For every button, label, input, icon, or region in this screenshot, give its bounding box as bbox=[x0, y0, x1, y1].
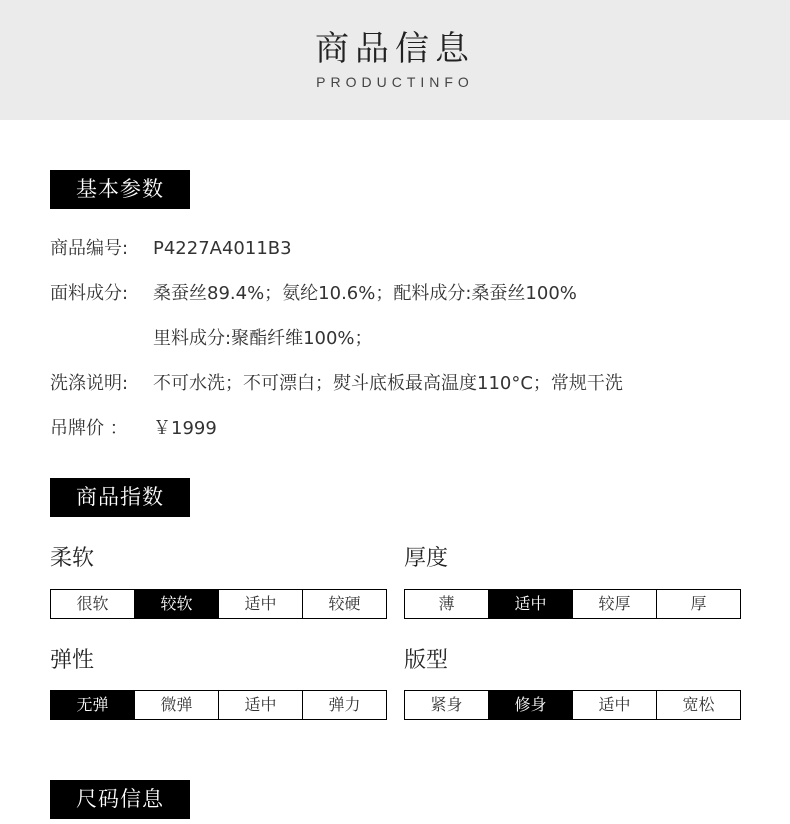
scale-option: 修身 bbox=[489, 691, 573, 719]
scale-thickness bbox=[404, 589, 741, 619]
scale-option: 较厚 bbox=[573, 590, 657, 618]
info-value: 不可水洗；不可漂白；熨斗底板最高温度110°C；常规干洗 bbox=[153, 373, 623, 394]
info-label: 吊牌价 ： bbox=[50, 418, 128, 439]
page-header bbox=[0, 0, 790, 120]
scale-option: 弹力 bbox=[303, 691, 386, 719]
section-tag-index: 商品指数 bbox=[50, 478, 190, 517]
scale-option: 很软 bbox=[51, 590, 135, 618]
scale-option: 微弹 bbox=[135, 691, 219, 719]
scale-fit bbox=[404, 690, 741, 720]
scale-option: 较硬 bbox=[303, 590, 386, 618]
info-label: 面料成分: bbox=[50, 283, 129, 304]
page-subtitle: PRODUCTINFO bbox=[316, 74, 474, 90]
info-row-price bbox=[50, 416, 217, 442]
index-title-softness: 柔软 bbox=[50, 546, 95, 571]
scale-option: 薄 bbox=[405, 590, 489, 618]
scale-option: 无弹 bbox=[51, 691, 135, 719]
index-title-fit: 版型 bbox=[404, 648, 449, 673]
scale-option: 紧身 bbox=[405, 691, 489, 719]
info-row-fabric bbox=[50, 281, 577, 307]
scale-option: 适中 bbox=[573, 691, 657, 719]
info-value: 里料成分:聚酯纤维100%； bbox=[153, 328, 373, 349]
scale-option: 适中 bbox=[219, 590, 303, 618]
info-value: P4227A4011B3 bbox=[153, 238, 292, 259]
scale-option: 较软 bbox=[135, 590, 219, 618]
scale-option: 适中 bbox=[219, 691, 303, 719]
info-row-washing bbox=[50, 371, 623, 397]
section-tag-size: 尺码信息 bbox=[50, 780, 190, 819]
scale-option: 厚 bbox=[657, 590, 740, 618]
info-label: 商品编号: bbox=[50, 238, 129, 259]
section-tag-basic: 基本参数 bbox=[50, 170, 190, 209]
scale-elasticity bbox=[50, 690, 387, 720]
info-row-product-code bbox=[50, 236, 292, 262]
index-title-elasticity: 弹性 bbox=[50, 648, 95, 673]
scale-option: 宽松 bbox=[657, 691, 740, 719]
info-label: 洗涤说明: bbox=[50, 373, 129, 394]
scale-softness bbox=[50, 589, 387, 619]
page-title: 商品信息 bbox=[315, 29, 475, 69]
index-title-thickness: 厚度 bbox=[404, 546, 449, 571]
info-row-lining bbox=[50, 326, 373, 352]
scale-option: 适中 bbox=[489, 590, 573, 618]
info-value: 桑蚕丝89.4%；氨纶10.6%；配料成分:桑蚕丝100% bbox=[153, 283, 577, 304]
info-value: ￥1999 bbox=[153, 418, 217, 439]
